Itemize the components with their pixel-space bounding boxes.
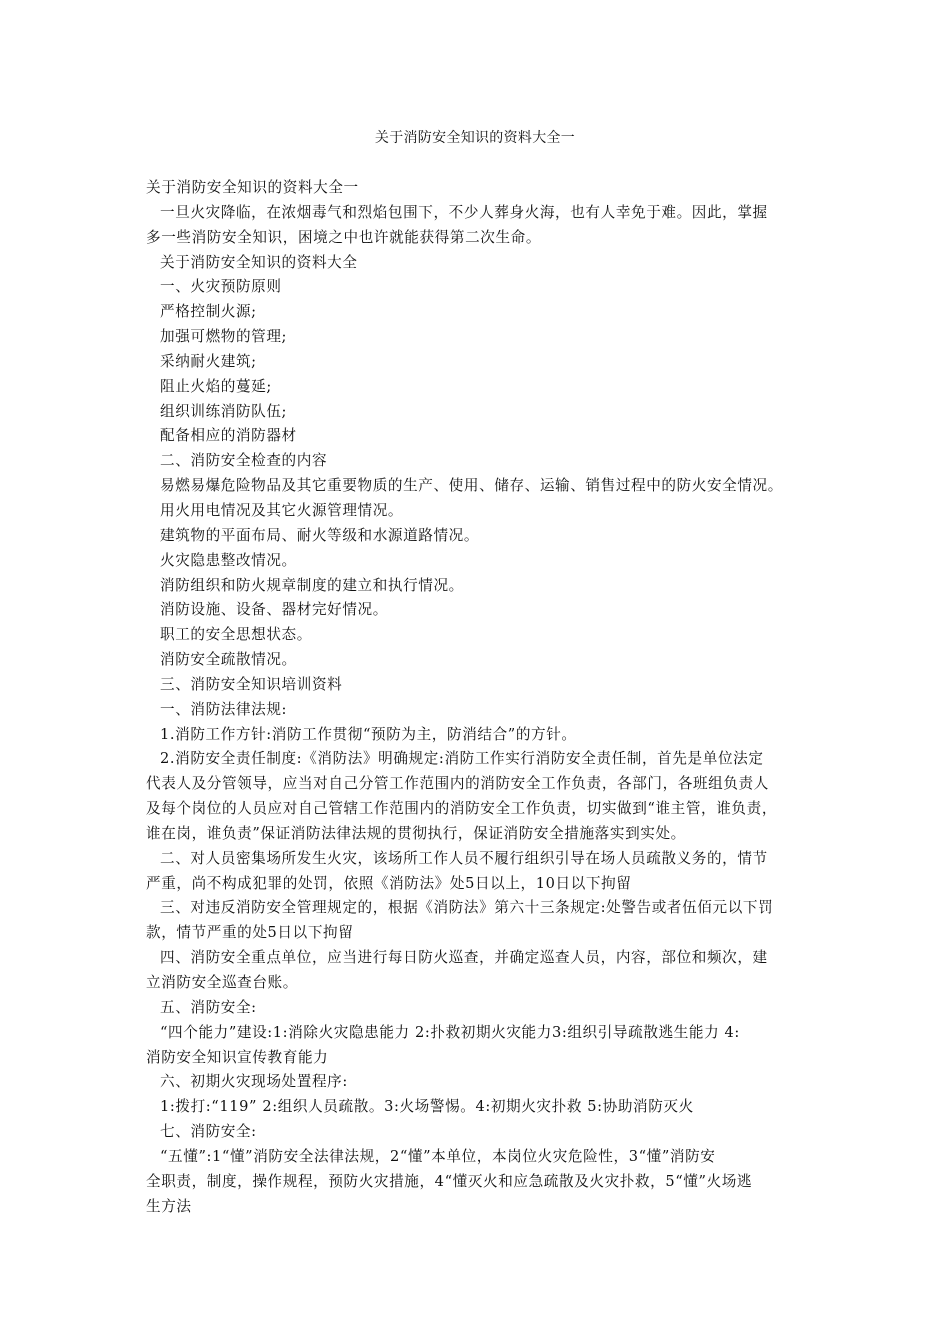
text-line: 四、消防安全重点单位，应当进行每日防火巡查，并确定巡查人员，内容，部位和频次，建	[160, 949, 768, 967]
text-line: 三、消防安全知识培训资料	[160, 675, 343, 693]
text-line: 严格控制火源;	[160, 303, 257, 321]
text-line: 消防安全疏散情况。	[160, 651, 297, 669]
text-line: 二、对人员密集场所发生火灾，该场所工作人员不履行组织引导在场人员疏散义务的，情节	[160, 849, 768, 867]
text-line: 一旦火灾降临，在浓烟毒气和烈焰包围下，不少人葬身火海，也有人幸免于难。因此，掌握	[160, 203, 768, 221]
text-line: “四个能力”建设:1:消除火灾隐患能力 2:扑救初期火灾能力3:组织引导疏散逃生能力 4:	[160, 1023, 740, 1041]
text-line: 及每个岗位的人员应对自己管辖工作范围内的消防安全工作负责，切实做到“谁主管，谁负责，	[146, 800, 778, 818]
text-line: 全职责，制度，操作规程，预防火灾措施，4“懂灭火和应急疏散及火灾扑救，5“懂”火场逃	[146, 1172, 753, 1190]
text-line: 六、初期火灾现场处置程序:	[160, 1073, 348, 1091]
text-line: 立消防安全巡查台账。	[146, 974, 298, 991]
text-line: 消防设施、设备、器材完好情况。	[160, 601, 388, 619]
text-line: 严重，尚不构成犯罪的处罚，依照《消防法》处5日以上，10日以下拘留	[146, 874, 632, 892]
text-line: 代表人及分管领导，应当对自己分管工作范围内的消防安全工作负责，各部门，各班组负责人	[146, 775, 769, 793]
text-line: 生方法	[146, 1197, 192, 1215]
text-line: 配备相应的消防器材	[160, 427, 297, 445]
text-line: 消防组织和防火规章制度的建立和执行情况。	[160, 576, 464, 594]
text-line: 多一些消防安全知识，困境之中也许就能获得第二次生命。	[146, 228, 542, 246]
document-body	[146, 176, 814, 1219]
text-line: 2.消防安全责任制度:《消防法》明确规定:消防工作实行消防安全责任制，首先是单位法定	[160, 750, 764, 768]
text-line: 一、火灾预防原则	[160, 278, 282, 296]
text-line: 五、消防安全:	[160, 998, 257, 1016]
text-line: 一、消防法律法规:	[160, 700, 288, 718]
document-title: 关于消防安全知识的资料大全一	[374, 130, 576, 146]
text-line: 建筑物的平面布局、耐火等级和水源道路情况。	[160, 526, 480, 544]
text-line: 采纳耐火建筑;	[160, 352, 257, 370]
text-line: 三、对违反消防安全管理规定的，根据《消防法》第六十三条规定:处警告或者伍佰元以下罚	[160, 899, 774, 917]
text-line: 1:拨打:“119” 2:组织人员疏散。3:火场警惕。4:初期火灾扑救 5:协助消防灭火	[160, 1098, 694, 1116]
text-line: 用火用电情况及其它火源管理情况。	[160, 501, 404, 519]
text-line: 加强可燃物的管理;	[160, 328, 288, 346]
text-line: 七、消防安全:	[160, 1123, 257, 1141]
text-line: 关于消防安全知识的资料大全	[160, 253, 358, 271]
text-line: 关于消防安全知识的资料大全一	[146, 179, 359, 196]
text-line: 二、消防安全检查的内容	[160, 452, 328, 470]
text-line: 阻止火焰的蔓延;	[160, 377, 272, 395]
text-line: 组织训练消防队伍;	[160, 402, 288, 420]
text-line: 火灾隐患整改情况。	[160, 551, 297, 569]
text-line: 易燃易爆危险物品及其它重要物质的生产、使用、储存、运输、销售过程中的防火安全情况。	[160, 477, 783, 495]
text-line: 谁在岗，谁负责”保证消防法律法规的贯彻执行，保证消防安全措施落实到实处。	[146, 824, 686, 842]
text-line: 消防安全知识宣传教育能力	[146, 1048, 329, 1066]
text-line: 职工的安全思想状态。	[160, 626, 312, 644]
text-line: 款，情节严重的处5日以下拘留	[146, 924, 354, 942]
text-line: “五懂”:1“懂”消防安全法律法规，2“懂”本单位，本岗位火灾危险性，3“懂”消防安	[160, 1147, 716, 1165]
text-line: 1.消防工作方针:消防工作贯彻“预防为主，防消结合”的方针。	[160, 725, 577, 743]
